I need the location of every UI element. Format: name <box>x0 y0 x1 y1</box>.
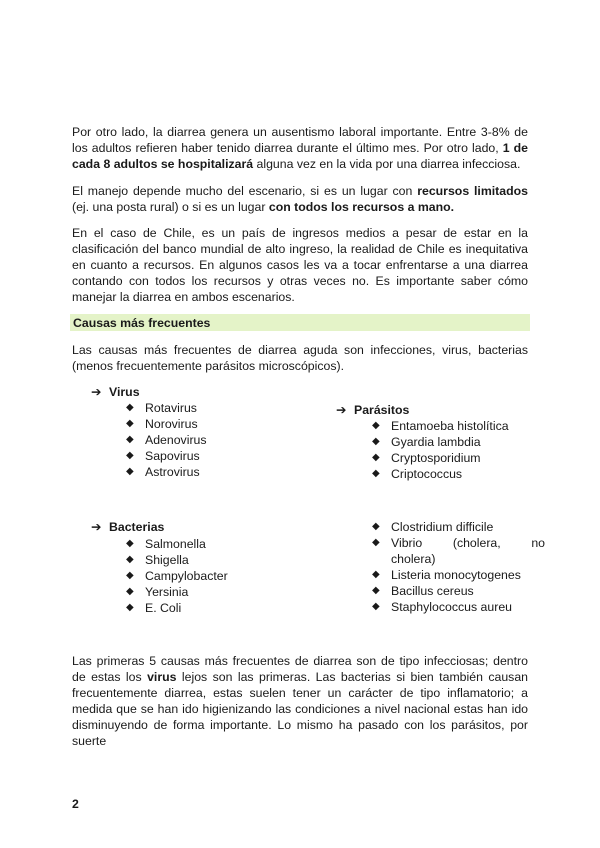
paragraph-primeras-causas <box>72 653 528 749</box>
bacterias-heading: ➔ Bacterias <box>91 520 165 534</box>
diamond-bullet-icon: ◆ <box>372 420 380 431</box>
bold-text: recursos limitados <box>417 184 528 198</box>
paragraph-ausentismo <box>72 124 528 172</box>
list-item: ◆ Adenovirus <box>126 433 207 447</box>
text-run: Las primeras 5 causas más frecuentes de diarrea son de tipo infecciosas; dentro de estas los <box>72 654 528 684</box>
diamond-bullet-icon: ◆ <box>126 450 134 461</box>
bold-text: 1 de cada 8 adultos se hospitalizará <box>72 141 528 171</box>
section-heading: Causas más frecuentes <box>73 316 211 330</box>
parasitos-heading: ➔ Parásitos <box>336 403 410 417</box>
list-item <box>372 535 545 551</box>
diamond-bullet-icon: ◆ <box>126 570 134 581</box>
diamond-bullet-icon: ◆ <box>372 452 380 463</box>
arrow-icon: ➔ <box>91 385 102 399</box>
virus-list <box>91 384 207 479</box>
list-item: ◆ Campylobacter <box>126 569 228 583</box>
paragraph-causas: Las causas más frecuentes de diarrea aguda son infecciones, virus, bacterias (menos frecuentemente parásitos microscópicos). <box>72 343 528 373</box>
paragraph-chile: En el caso de Chile, es un país de ingresos medios a pesar de estar en la clasificación del banco mundial de alto ingreso, la realidad de Chile es inequitativa en cuanto a recursos. En algunos casos les va a tocar enfrentarse a una diarrea contando con todos los recursos y otras veces no. Es importante saber cómo manejar la diarrea en ambos escenarios. <box>72 226 528 304</box>
list-item: ◆ Cryptosporidium <box>372 451 481 465</box>
bacterias-list <box>91 519 228 615</box>
list-item: ◆ Yersinia <box>126 585 189 599</box>
diamond-bullet-icon: ◆ <box>126 602 134 613</box>
bacterias-extra-list <box>372 519 545 615</box>
vibrio-line: Vibrio (cholera, no <box>391 536 545 550</box>
diamond-bullet-icon: ◆ <box>372 521 380 532</box>
list-item: ◆ Salmonella <box>126 537 206 551</box>
diamond-bullet-icon: ◆ <box>372 585 380 596</box>
virus-heading: ➔ Virus <box>91 385 140 399</box>
list-item: ◆ Shigella <box>126 553 189 567</box>
list-item: ◆ Norovirus <box>126 417 198 431</box>
text-run: Por otro lado, la diarrea genera un ausentismo laboral importante. Entre 3-8% de los adultos refieren haber tenido diarrea durante el último mes. Por otro lado, <box>72 125 528 155</box>
bacterias-items <box>126 536 228 616</box>
diamond-bullet-icon: ◆ <box>372 436 380 447</box>
parasitos-list <box>336 402 509 481</box>
bold-text: con todos los recursos a mano. <box>268 200 455 214</box>
list-item: ◆ Criptococcus <box>372 467 463 481</box>
diamond-bullet-icon: ◆ <box>126 538 134 549</box>
diamond-bullet-icon: ◆ <box>372 601 380 612</box>
bold-text: virus <box>147 670 177 684</box>
list-item: ◆ Entamoeba histolítica <box>372 419 509 433</box>
diamond-bullet-icon: ◆ <box>126 402 134 413</box>
list-item: ◆ Rotavirus <box>126 401 197 415</box>
list-item: ◆ Astrovirus <box>126 465 200 479</box>
diamond-bullet-icon: ◆ <box>126 418 134 429</box>
arrow-icon: ➔ <box>91 520 102 534</box>
page-number: 2 <box>72 797 79 811</box>
diamond-bullet-icon: ◆ <box>372 537 380 548</box>
parasitos-items <box>372 418 509 482</box>
paragraph-manejo <box>72 183 528 215</box>
text-run: (ej. una posta rural) o si es un lugar <box>72 200 269 214</box>
list-item: ◆ Staphylococcus aureu <box>372 600 512 614</box>
text-run: El manejo depende mucho del escenario, si es un lugar con <box>72 184 418 198</box>
text-run: lejos son las primeras. Las bacterias si bien también causan frecuentemente diarrea, estas suelen tener un carácter de tipo inflamatorio; a medida que se han ido higienizando las condiciones a nivel nacional estas han ido disminuyendo de forma importante. Lo mismo ha pasado con los parásitos, por suerte <box>72 670 529 748</box>
list-item: ◆ Gyardia lambdia <box>372 435 481 449</box>
list-item-continuation: cholera) <box>391 552 436 566</box>
text-run: alguna vez en la vida por una diarrea infecciosa. <box>253 157 521 171</box>
list-item: ◆ Clostridium difficile <box>372 520 494 534</box>
arrow-icon: ➔ <box>336 403 347 417</box>
diamond-bullet-icon: ◆ <box>126 554 134 565</box>
list-item: ◆ Listeria monocytogenes <box>372 568 521 582</box>
list-item: ◆ Sapovirus <box>126 449 200 463</box>
diamond-bullet-icon: ◆ <box>126 434 134 445</box>
diamond-bullet-icon: ◆ <box>372 569 380 580</box>
diamond-bullet-icon: ◆ <box>126 466 134 477</box>
list-item: ◆ Bacillus cereus <box>372 584 474 598</box>
list-item: ◆ E. Coli <box>126 601 182 615</box>
section-heading-bar <box>70 314 530 331</box>
diamond-bullet-icon: ◆ <box>372 468 380 479</box>
virus-items <box>126 400 207 480</box>
diamond-bullet-icon: ◆ <box>126 586 134 597</box>
